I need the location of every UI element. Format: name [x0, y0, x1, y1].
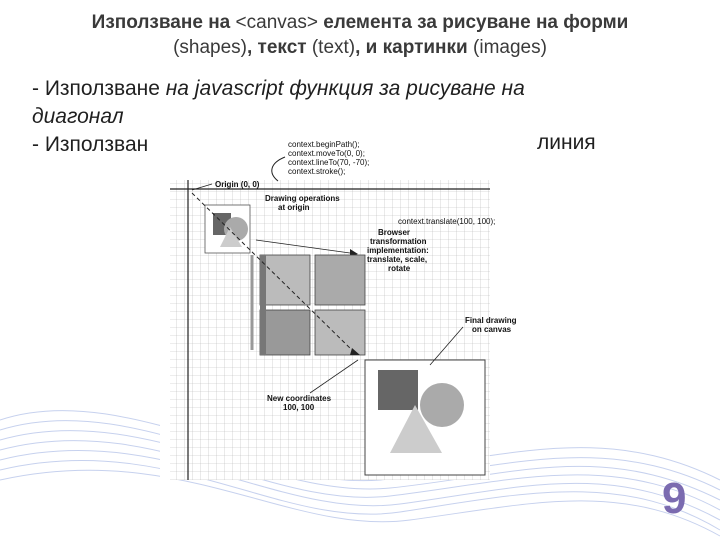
final-square	[378, 370, 418, 410]
slide-title	[40, 10, 680, 60]
code-line-3: context.lineTo(70, -70);	[288, 158, 370, 167]
title-shapes: (shapes)	[173, 37, 247, 58]
title-part2: елемента за рисуване на форми	[317, 12, 629, 33]
page-number: 9	[662, 474, 687, 523]
bullet1-text: на javascript функция за рисуване на	[165, 77, 525, 100]
code-line-4: context.stroke();	[288, 167, 346, 176]
final-circle	[420, 383, 464, 427]
title-images-en: (images)	[473, 37, 547, 58]
bullet2-prefix: - Използван	[32, 133, 149, 156]
final-drawing-line2: on canvas	[472, 325, 512, 334]
translate-label: context.translate(100, 100);	[398, 217, 496, 226]
browser-line4: translate, scale,	[367, 255, 428, 264]
title-text-en: (text)	[311, 37, 356, 58]
title-images-word: , и картинки	[355, 37, 474, 58]
drawing-ops-line2: at origin	[278, 203, 310, 212]
browser-line2: transformation	[370, 237, 427, 246]
bullet2-suffix: линия	[537, 131, 596, 154]
browser-line3: implementation:	[367, 246, 429, 255]
code-line-1: context.beginPath();	[288, 140, 360, 149]
title-text-word: , текст	[247, 37, 312, 58]
browser-line1: Browser	[378, 228, 411, 237]
canvas-transform-figure	[160, 135, 517, 480]
title-tag: <canvas>	[235, 12, 318, 33]
title-part1: Използване на	[91, 12, 236, 33]
code-line-2: context.moveTo(0, 0);	[288, 149, 365, 158]
bullet1-continued: диагонал	[32, 105, 124, 128]
new-coords-line1: New coordinates	[267, 394, 332, 403]
browser-line5: rotate	[388, 264, 411, 273]
new-coords-line2: 100, 100	[283, 403, 315, 412]
origin-label: Origin (0, 0)	[215, 180, 260, 189]
drawing-ops-line1: Drawing operations	[265, 194, 340, 203]
final-drawing-line1: Final drawing	[465, 316, 517, 325]
bullet1-prefix: - Използване	[32, 77, 166, 100]
